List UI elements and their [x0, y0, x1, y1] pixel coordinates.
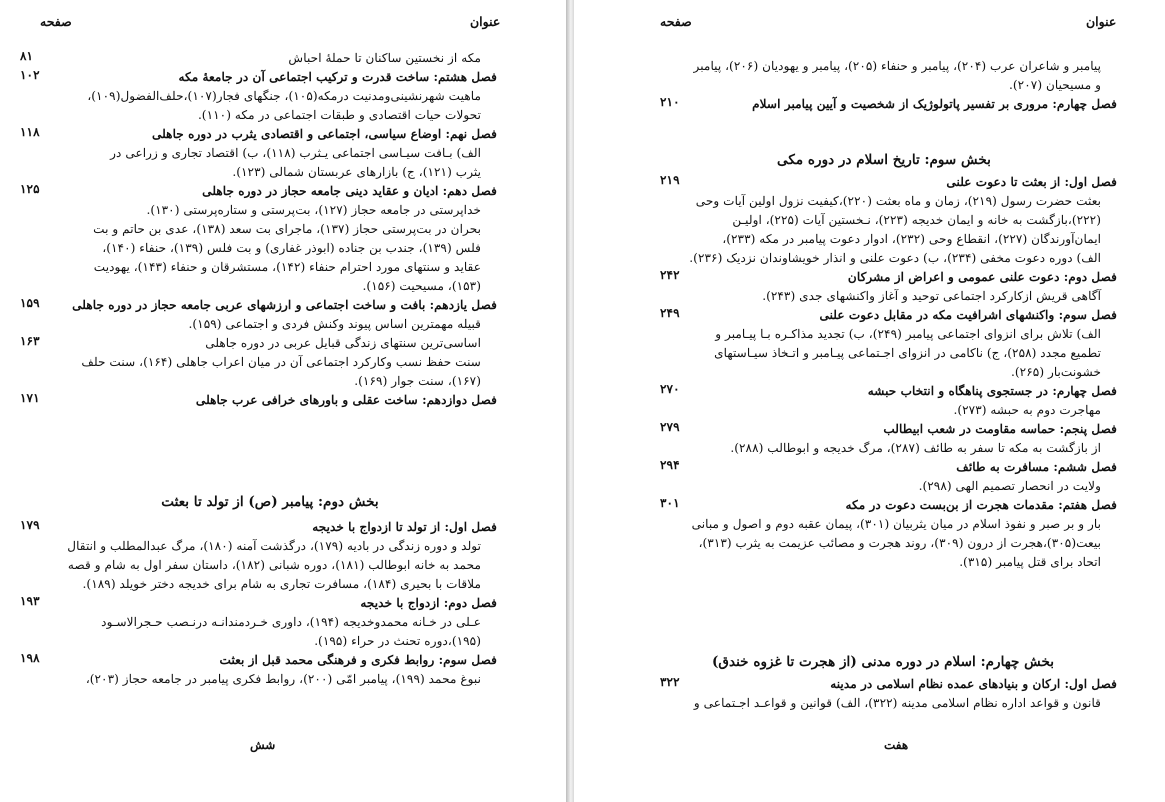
chapter-title: فصل هفتم: مقدمات هجرت از بن‌بست دعوت در مکه	[845, 498, 1117, 512]
section-title: بخش سوم: تاریخ اسلام در دوره مکی	[777, 152, 991, 168]
chapter-title: فصل دوم: دعوت علنی عمومی و اعراض از مشرکان	[847, 270, 1117, 284]
chapter-subtopics: بیعت(۳۰۵)،هجرت از درون (۳۰۹)، روند هجرت و مصائب عزیمت به یثرب (۳۱۳)،	[698, 536, 1101, 550]
chapter-title: فصل ششم: مسافرت به طائف	[956, 460, 1117, 474]
chapter-subtopics: ماهیت شهرنشینی‌ومدنیت درمکه(۱۰۵)، جنگهای فجار(۱۰۷)،حلف‌الفضول(۱۰۹)،	[87, 89, 481, 103]
left-page	[0, 0, 566, 802]
chapter-subtopics: قبیله مهمترین اساس پیوند وکنش فردی و اجتماعی (۱۵۹).	[188, 317, 481, 331]
chapter-subtopics: ولایت در انحصار تصمیم الهی (۲۹۸).	[918, 479, 1101, 493]
page-number: ۲۴۹	[660, 306, 680, 320]
section-title: بخش دوم: پیامبر (ص) از تولد تا بعثت	[161, 494, 379, 510]
book-gutter	[566, 0, 574, 802]
chapter-subtopics: سنت حفظ نسب وکارکرد اجتماعی آن در میان اعراب جاهلی (۱۶۴)، سنت حلف	[81, 355, 481, 369]
page-column-header: صفحه	[40, 14, 72, 29]
chapter-subtopics: خشونت‌بار (۲۶۵).	[1011, 365, 1101, 379]
chapter-subtopics: بار و بر صبر و نفوذ اسلام در میان یثربیان (۳۰۱)، پیمان عقبه دوم و اصول و مبانی	[691, 517, 1101, 531]
chapter-title: فصل سوم: واکنشهای اشرافیت مکه در مقابل دعوت علنی	[819, 308, 1117, 322]
chapter-subtopics: فلس (۱۳۹)، جندب بن جناده (ابوذر غفاری) و بت فلس (۱۳۹)، حنفاء (۱۴۰)،	[102, 241, 481, 255]
chapter-title: فصل یازدهم: بافت و ساخت اجتماعی و ارزشهای عربی جامعه حجاز در دوره جاهلی	[72, 298, 497, 312]
page-number: ۱۰۲	[20, 68, 40, 82]
chapter-subtopics: تولد و دوره زندگی در بادیه (۱۷۹)، درگذشت آمنه (۱۸۰)، مرگ عبدالمطلب و انتقال	[67, 539, 481, 553]
chapter-subtopics: (۱۵۳)، مسیحیت (۱۵۶).	[362, 279, 481, 293]
toc-block-right-bottom	[692, 675, 1117, 713]
title-column-header: عنوان	[1086, 14, 1117, 29]
toc-block-right-intro	[692, 57, 1117, 114]
chapter-title: فصل هشتم: ساخت قدرت و ترکیب اجتماعی آن در جامعهٔ مکه	[178, 70, 497, 84]
page-number: ۱۷۹	[20, 518, 40, 532]
page-column-header: صفحه	[660, 14, 692, 29]
chapter-subtopics: عـلی در خـانه محمدوخدیجه (۱۹۴)، داوری خـردمندانـه درنـصب حـجرالاسـود	[101, 615, 481, 629]
title-column-header: عنوان	[470, 14, 501, 29]
chapter-subtopics: از بازگشت به مکه تا سفر به طائف (۲۸۷)، مرگ خدیجه و ابوطالب (۲۸۸).	[730, 441, 1101, 455]
page-number: ۲۱۰	[660, 95, 680, 109]
right-page	[574, 0, 1165, 802]
page-number: ۱۲۵	[20, 182, 40, 196]
chapter-subtopics: الف) دوره دعوت مخفی (۲۳۴)، ب) دعوت علنی و انذار خویشاوندان نزدیک (۲۳۶).	[689, 251, 1101, 265]
chapter-title: فصل پنجم: حماسه مقاومت در شعب ابیطالب	[883, 422, 1117, 436]
page-number: ۳۰۱	[660, 496, 680, 510]
chapter-subtopics: (۱۹۵)،دوره تحنث در حراء (۱۹۵).	[314, 634, 481, 648]
page-number: ۲۹۴	[660, 458, 680, 472]
page-number: ۱۷۱	[20, 391, 40, 405]
page-number: ۲۱۹	[660, 173, 680, 187]
page-number: ۱۱۸	[20, 125, 40, 139]
chapter-title: فصل دهم: ادیان و عقاید دینی جامعه حجاز در دوره جاهلی	[202, 184, 497, 198]
chapter-subtopics: تطمیع مجدد (۲۵۸)، ج) ناکامی در انزوای اجـتماعی پیـامبر و اتـخاذ سیـاستهای	[714, 346, 1101, 360]
page-number: ۱۶۳	[20, 334, 40, 348]
page-number: ۲۴۲	[660, 268, 680, 282]
chapter-subtopics: قانون و قواعد اداره نظام اسلامی مدینه (۳۲۲)، الف) قوانین و قواعـد اجـتماعی و	[693, 696, 1101, 710]
page-number: ۱۵۹	[20, 296, 40, 310]
chapter-subtopics: اتحاد برای قتل پیامبر (۳۱۵).	[959, 555, 1101, 569]
chapter-subtopics: بحران در بت‌پرستی حجاز (۱۳۷)، ماجرای بت سعد (۱۳۸)، عدی بن حاتم و بت	[93, 222, 481, 236]
chapter-subtopics: اساسی‌ترین سنتهای زندگی قبایل عربی در دوره جاهلی	[205, 336, 481, 350]
chapter-subtopics: الف) بـافت سیـاسی اجتماعی یـثرب (۱۱۸)، ب) اقتصاد تجاری و زراعی در	[110, 146, 481, 160]
toc-block-left-top	[60, 49, 497, 410]
page-number: ۲۷۹	[660, 420, 680, 434]
chapter-subtopics: پیامبر و شاعران عرب (۲۰۴)، پیامبر و حنفاء (۲۰۵)، پیامبر و یهودیان (۲۰۶)، پیامبر	[693, 59, 1101, 73]
chapter-subtopics: یثرب (۱۲۱)، ج) بازارهای عربستان شمالی (۱۲۳).	[232, 165, 481, 179]
chapter-subtopics: مکه از نخستین ساکنان تا حملهٔ احباش	[288, 51, 481, 65]
chapter-subtopics: عقاید و سنتهای مورد احترام حنفاء (۱۴۲)، مستشرقان و حنفاء (۱۴۳)، یهودیت	[93, 260, 481, 274]
chapter-title: فصل اول: از بعثت تا دعوت علنی	[946, 175, 1117, 189]
toc-block-left-bottom	[60, 518, 497, 689]
chapter-subtopics: و مسیحیان (۲۰۷).	[1009, 78, 1101, 92]
page-number: ۱۹۳	[20, 594, 40, 608]
chapter-title: فصل چهارم: مروری بر تفسیر پاتولوژیک از شخصیت و آیین پیامبر اسلام	[752, 97, 1117, 111]
chapter-subtopics: محمد به خانه ابوطالب (۱۸۱)، دوره شبانی (۱۸۲)، داستان سفر اول به شام و قصه	[67, 558, 481, 572]
chapter-subtopics: ملاقات با بحیری (۱۸۴)، مسافرت تجاری به شام برای خدیجه دختر خویلد (۱۸۹).	[82, 577, 481, 591]
chapter-subtopics: بعثت حضرت رسول (۲۱۹)، زمان و ماه بعثت (۲۲۰)،کیفیت نزول اولین آیات وحی	[695, 194, 1101, 208]
chapter-title: فصل چهارم: در جستجوی پناهگاه و انتخاب حبشه	[867, 384, 1117, 398]
chapter-title: فصل نهم: اوضاع سیاسی، اجتماعی و اقتصادی یثرب در دوره جاهلی	[151, 127, 497, 141]
chapter-subtopics: نبوغ محمد (۱۹۹)، پیامبر امّی (۲۰۰)، روابط فکری پیامبر در جامعه حجاز (۲۰۳)،	[85, 672, 481, 686]
chapter-subtopics: الف) تلاش برای انزوای اجتماعی پیامبر (۲۴۹)، ب) تجدید مذاکـره بـا پیـامبر و	[715, 327, 1101, 341]
chapter-title: فصل دوم: ازدواج با خدیجه	[360, 596, 497, 610]
chapter-subtopics: تحولات حیات اقتصادی و طبقات اجتماعی در مکه (۱۱۰).	[197, 108, 481, 122]
chapter-subtopics: (۱۶۷)، سنت جوار (۱۶۹).	[354, 374, 481, 388]
section-title: بخش چهارم: اسلام در دوره مدنی (از هجرت تا غزوه خندق)	[711, 654, 1054, 670]
chapter-subtopics: ایمان‌آورندگان (۲۲۷)، انقطاع وحی (۲۳۲)، ادوار دعوت پیامبر در مکه (۲۳۳)،	[722, 232, 1101, 246]
page-number: ۸۱	[20, 49, 34, 63]
page-footer-label: شش	[250, 738, 276, 752]
chapter-title: فصل سوم: روابط فکری و فرهنگی محمد قبل از بعثت	[219, 653, 497, 667]
page-number: ۱۹۸	[20, 651, 40, 665]
page-footer-label: هفت	[884, 738, 909, 752]
chapter-subtopics: مهاجرت دوم به حبشه (۲۷۳).	[953, 403, 1101, 417]
chapter-subtopics: (۲۲۲)،بازگشت به خانه و ایمان خدیجه (۲۲۳)، نـخستین آیات (۲۲۵)، اولیـن	[732, 213, 1101, 227]
page-number: ۳۲۲	[660, 675, 680, 689]
chapter-subtopics: آگاهی قریش ازکارکرد اجتماعی توحید و آغاز واکنشهای جدی (۲۴۳).	[762, 289, 1101, 303]
page-number: ۲۷۰	[660, 382, 680, 396]
chapter-title: فصل اول: از تولد تا ازدواج با خدیجه	[312, 520, 497, 534]
chapter-subtopics: خداپرستی در جامعه حجاز (۱۲۷)، بت‌پرستی و ستاره‌پرستی (۱۳۰).	[146, 203, 481, 217]
chapter-title: فصل اول: ارکان و بنیادهای عمده نظام اسلامی در مدینه	[830, 677, 1117, 691]
chapter-title: فصل دوازدهم: ساخت عقلی و باورهای خرافی عرب جاهلی	[195, 393, 497, 407]
toc-block-right-middle	[689, 173, 1117, 572]
